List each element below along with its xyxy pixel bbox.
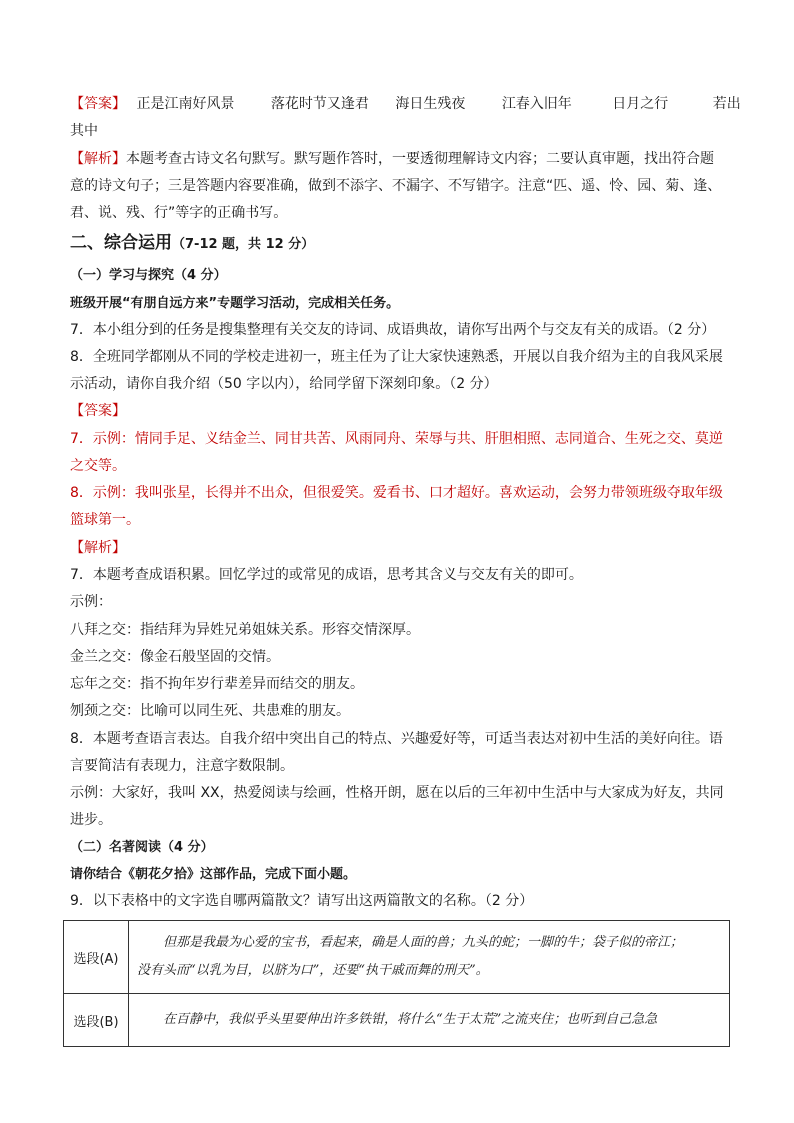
section-heading — [70, 232, 730, 256]
analysis-line: 意的诗文句子；三是答题内容要准确，做到不添字、不漏字、不写错字。注意“匹、遥、怜、园、菊、逢、 — [70, 178, 722, 194]
answer-item: 落花时节又逢君 — [270, 96, 369, 112]
excerpt-line: 但那是我最为心爱的宝书，看起来，确是人面的兽；九头的蛇；一脚的牛；袋子似的帝江； — [163, 935, 684, 950]
question-8: 8．全班同学都刚从不同的学校走进初一，班主任为了让大家快速熟悉，开展以自我介绍为主的自我风采展 — [70, 349, 723, 365]
excerpt-b-label: 选段(B) — [64, 994, 129, 1047]
table-row — [64, 994, 730, 1047]
answer-item: 正是江南好风景 — [136, 96, 235, 112]
table-row — [64, 921, 730, 994]
sample-intro-cont: 进步。 — [70, 812, 112, 828]
answer-7: 7．示例：情同手足、义结金兰、同甘共苦、风雨同舟、荣辱与共、肝胆相照、志同道合、生死之交、莫逆 — [70, 431, 723, 447]
example-item: 刎颈之交：比喻可以同生死、共患难的朋友。 — [70, 703, 350, 719]
analysis-tag: 【解析】 — [70, 540, 126, 556]
excerpt-b-text — [129, 994, 730, 1047]
example-item: 八拜之交：指结拜为异姓兄弟姐妹关系。形容交情深厚。 — [70, 622, 420, 638]
answer-continuation: 其中 — [70, 123, 98, 139]
answer-8: 8．示例：我叫张星，长得并不出众，但很爱笑。爱看书、口才超好。喜欢运动，会努力带领班级夺取年级 — [70, 485, 723, 501]
answer-tag: 【答案】 — [70, 96, 126, 112]
excerpt-table — [63, 920, 730, 1047]
excerpt-a-label: 选段(A) — [64, 921, 129, 994]
excerpt-line: 没有头而“以乳为目，以脐为口”，还要“执干戚而舞的刑天”。 — [137, 963, 489, 978]
analysis-8-cont: 言要简洁有表现力，注意字数限制。 — [70, 758, 294, 774]
answer-8-cont: 篮球第一。 — [70, 512, 140, 528]
answer-block-1 — [70, 94, 741, 114]
question-7: 7．本小组分到的任务是搜集整理有关交友的诗词、成语典故，请你写出两个与交友有关的成语。（2 分） — [70, 322, 716, 338]
answer-item: 海日生残夜 — [395, 96, 466, 112]
answer-item: 日月之行 — [612, 96, 669, 112]
answer-item: 若出 — [712, 96, 741, 112]
part-title: （一）学习与探究（4 分） — [70, 268, 227, 283]
analysis-line: 君、说、残、行”等字的正确书写。 — [70, 205, 288, 221]
analysis-line — [70, 149, 730, 169]
answer-item: 江春入旧年 — [501, 96, 572, 112]
example-label: 示例： — [70, 594, 112, 610]
answer-7-cont: 之交等。 — [70, 458, 126, 474]
section-title: 二、综合运用 — [70, 233, 172, 253]
section-note: （7-12 题，共 12 分） — [172, 237, 315, 252]
analysis-tag: 【解析】 — [70, 151, 126, 167]
question-9: 9．以下表格中的文字选自哪两篇散文？请写出这两篇散文的名称。（2 分） — [70, 893, 534, 909]
part-title: （二）名著阅读（4 分） — [70, 840, 214, 855]
excerpt-line: 在百静中，我似乎头里要伸出许多铁钳，将什么“生于太荒”之流夹住；也听到自己急急 — [163, 1012, 658, 1027]
part-intro: 请你结合《朝花夕拾》这部作品，完成下面小题。 — [70, 867, 357, 882]
analysis-8: 8．本题考查语言表达。自我介绍中突出自己的特点、兴趣爱好等，可适当表达对初中生活的美好向往。语 — [70, 731, 723, 747]
analysis-7: 7．本题考查成语积累。回忆学过的或常见的成语，思考其含义与交友有关的即可。 — [70, 567, 583, 583]
answer-tag: 【答案】 — [70, 403, 126, 419]
part-intro: 班级开展“有朋自远方来”专题学习活动，完成相关任务。 — [70, 296, 400, 311]
example-item: 金兰之交：像金石般坚固的交情。 — [70, 649, 280, 665]
sample-intro: 示例：大家好，我叫 XX，热爱阅读与绘画，性格开朗，愿在以后的三年初中生活中与大家成为好友，共同 — [70, 785, 724, 801]
analysis-text: 本题考查古诗文名句默写。默写题作答时，一要透彻理解诗文内容；二要认真审题，找出符合题 — [126, 151, 714, 167]
question-8-cont: 示活动，请你自我介绍（50 字以内），给同学留下深刻印象。（2 分） — [70, 376, 498, 392]
example-item: 忘年之交：指不拘年岁行辈差异而结交的朋友。 — [70, 676, 364, 692]
excerpt-a-text — [129, 921, 730, 994]
